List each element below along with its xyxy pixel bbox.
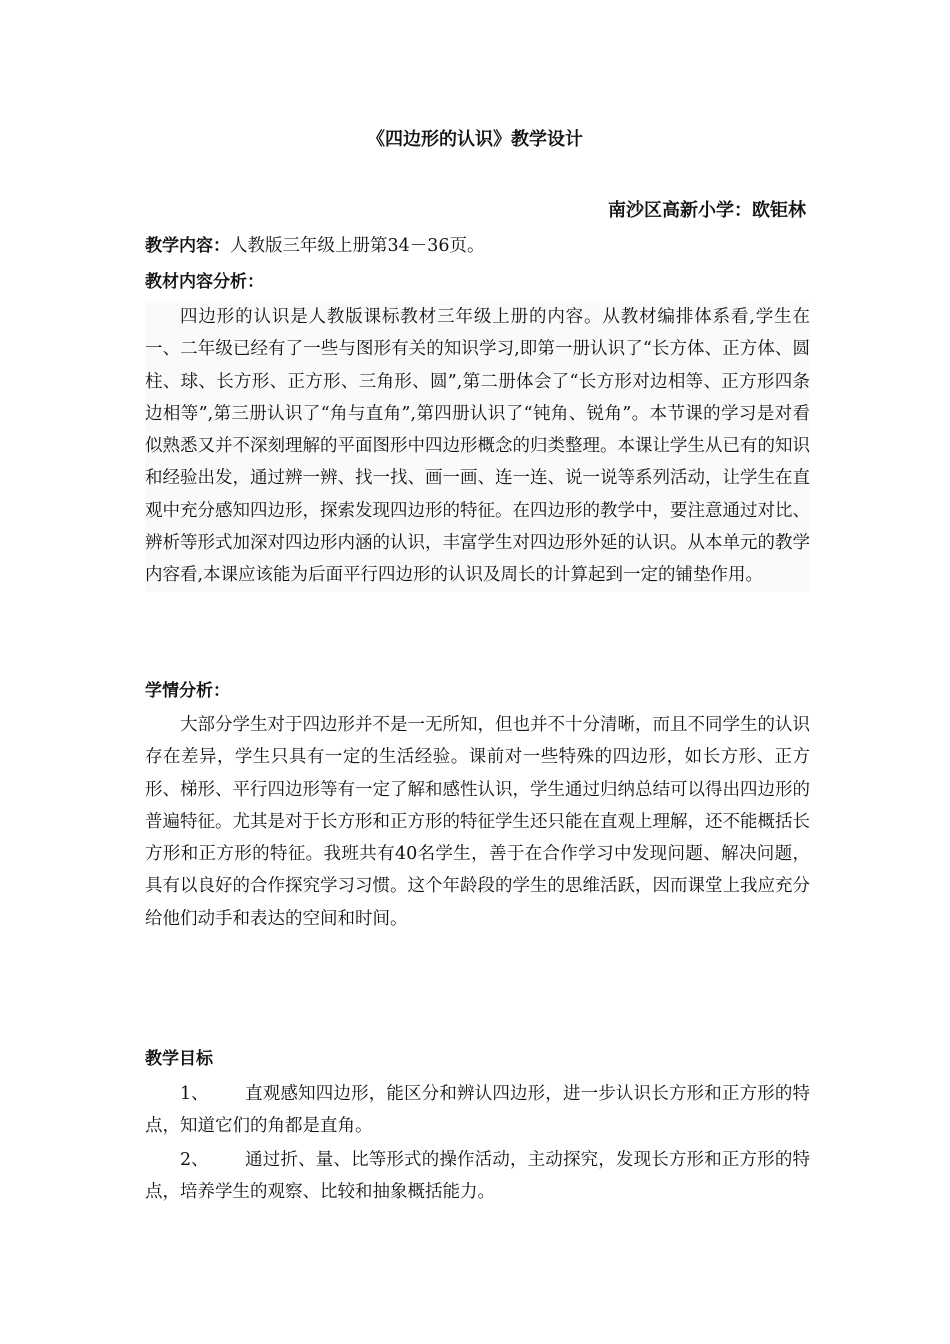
document-title: 《四边形的认识》教学设计 xyxy=(367,129,583,150)
goal-text: 直观感知四边形，能区分和辨认四边形，进一步认识长方形和正方形的特点，知道它们的角都是直角。 xyxy=(145,1084,810,1136)
material-analysis-heading: 教材内容分析： xyxy=(145,272,264,292)
material-analysis-paragraph: 四边形的认识是人教版课标教材三年级上册的内容。从教材编排体系看,学生在一、二年级已经有了一些与图形有关的知识学习,即第一册认识了“长方体、正方体、圆柱、球、长方形、正方形、三角形、圆”,第二册体会了“长方形对边相等、正方形四条边相等”,第三册认识了“角与直角”,第四册认识了“钝角、锐角”。本节课的学习是对看似熟悉又并不深刻理解的平面图形中四边形概念的归类整理。本课让学生从已有的知识和经验出发，通过辨一辨、找一找、画一画、连一连、说一说等系列活动，让学生在直观中充分感知四边形，探索发现四边形的特征。在四边形的教学中，要注意通过对比、辨析等形式加深对四边形内涵的认识，丰富学生对四边形外延的认识。从本单元的教学内容看,本课应该能为后面平行四边形的认识及周长的计算起到一定的铺垫作用。 xyxy=(145,301,810,592)
goal-number: 1、 xyxy=(180,1084,209,1104)
student-analysis-paragraph: 大部分学生对于四边形并不是一无所知，但也并不十分清晰，而且不同学生的认识存在差异，学生只具有一定的生活经验。课前对一些特殊的四边形，如长方形、正方形、梯形、平行四边形等有一定了解和感性认识，学生通过归纳总结可以得出四边形的普遍特征。尤其是对于长方形和正方形的特征学生还只能在直观上理解，还不能概括长方形和正方形的特征。我班共有40名学生，善于在合作学习中发现问题、解决问题，具有以良好的合作探究学习习惯。这个年龄段的学生的思维活跃，因而课堂上我应充分给他们动手和表达的空间和时间。 xyxy=(145,715,810,929)
teaching-goals-heading: 教学目标 xyxy=(145,1049,213,1069)
teaching-content-line xyxy=(145,233,485,259)
student-analysis-heading: 学情分析： xyxy=(145,681,230,701)
teaching-content-value: 人教版三年级上册第34－36页。 xyxy=(230,236,485,256)
goal-text: 通过折、量、比等形式的操作活动，主动探究，发现长方形和正方形的特点，培养学生的观察、比较和抽象概括能力。 xyxy=(145,1150,810,1202)
goal-item-1 xyxy=(145,1078,810,1142)
teaching-content-label: 教学内容： xyxy=(145,236,230,256)
author-line: 南沙区高新小学：欧钜林 xyxy=(608,200,806,221)
goal-number: 2、 xyxy=(180,1150,209,1170)
goal-item-2 xyxy=(145,1144,810,1208)
